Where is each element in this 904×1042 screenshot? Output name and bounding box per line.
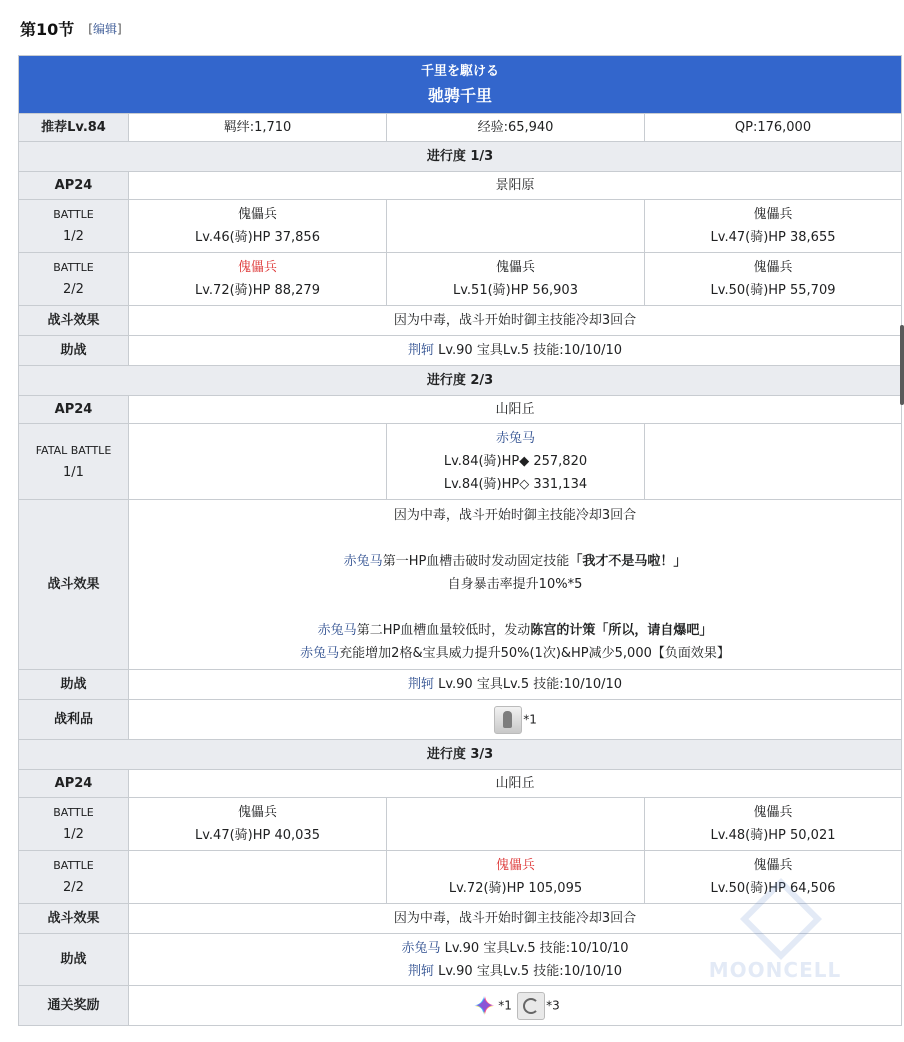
battle-effect-text: 因为中毒，战斗开始时御主技能冷却3回合 bbox=[129, 904, 902, 934]
effect-line-1: 因为中毒，战斗开始时御主技能冷却3回合 bbox=[393, 508, 637, 523]
support-details: Lv.90 宝具Lv.5 技能:10/10/10 bbox=[433, 343, 623, 358]
support-details: Lv.90 宝具Lv.5 技能:10/10/10 bbox=[433, 963, 623, 979]
enemy-stats: Lv.50(骑)HP 55,709 bbox=[710, 283, 836, 298]
skill-name: 陈宫的计策「所以，请自爆吧」 bbox=[530, 623, 713, 638]
section-title: 第10节 bbox=[20, 19, 75, 39]
phase-3-title: 进行度 3/3 bbox=[19, 740, 902, 770]
support-label: 助战 bbox=[19, 670, 129, 700]
phase-1-location: 景阳原 bbox=[129, 172, 902, 200]
enemy-cell-empty bbox=[387, 798, 645, 851]
phase-3-ap: AP24 bbox=[19, 770, 129, 798]
support-details: Lv.90 宝具Lv.5 技能:10/10/10 bbox=[440, 940, 629, 956]
support-servant-link[interactable]: 荆轲 bbox=[407, 677, 434, 692]
phase-3-battle-2-label bbox=[19, 851, 129, 904]
servant-link[interactable]: 赤兔马 bbox=[300, 646, 340, 661]
enemy-cell bbox=[645, 253, 902, 306]
boss-hp-1: Lv.84(骑)HP◆ 257,820 bbox=[443, 454, 588, 469]
boss-hp-2: Lv.84(骑)HP◇ 331,134 bbox=[443, 477, 588, 492]
enemy-name: 傀儡兵 bbox=[753, 805, 793, 820]
recommended-level: 推荐Lv.84 bbox=[19, 114, 129, 142]
reward-quantity: *1 bbox=[498, 998, 512, 1012]
boss-name-link[interactable]: 赤兔马 bbox=[495, 431, 535, 446]
enemy-name-strong: 傀儡兵 bbox=[237, 260, 277, 275]
support-servant-link[interactable]: 赤兔马 bbox=[401, 940, 441, 956]
effect-line-3: 自身暴击率提升10%*5 bbox=[447, 577, 583, 592]
loot-label: 战利品 bbox=[19, 700, 129, 740]
battle-number: 1/2 bbox=[63, 229, 84, 244]
battle-label: BATTLE bbox=[53, 806, 94, 819]
saint-quartz-icon[interactable]: ✦ bbox=[474, 991, 495, 1020]
enemy-name: 傀儡兵 bbox=[753, 207, 793, 222]
battle-label: BATTLE bbox=[53, 261, 94, 274]
enemy-cell-empty bbox=[129, 424, 387, 500]
enemy-stats: Lv.50(骑)HP 64,506 bbox=[710, 881, 836, 896]
boss-cell bbox=[387, 424, 645, 500]
exp-reward: 经验:65,940 bbox=[387, 114, 645, 142]
enemy-cell bbox=[645, 798, 902, 851]
enemy-stats: Lv.72(骑)HP 105,095 bbox=[448, 881, 583, 896]
battle-number: 1/1 bbox=[63, 464, 84, 480]
enemy-name: 傀儡兵 bbox=[495, 260, 535, 275]
quest-name-jp: 千里を駆ける bbox=[421, 63, 500, 79]
battle-effect-label: 战斗效果 bbox=[19, 500, 129, 670]
statue-icon[interactable] bbox=[494, 706, 522, 734]
enemy-stats: Lv.46(骑)HP 37,856 bbox=[195, 230, 320, 245]
scrollbar-thumb[interactable] bbox=[900, 325, 904, 405]
effect-text: 充能增加2格&宝具威力提升50%(1次)&HP减少5,000【负面效果】 bbox=[339, 646, 730, 661]
reward-quantity: *3 bbox=[546, 998, 560, 1012]
loot-quantity: *1 bbox=[523, 712, 537, 726]
enemy-cell-empty bbox=[129, 851, 387, 904]
edit-link-wrap bbox=[88, 20, 121, 37]
clear-reward-cell bbox=[129, 986, 902, 1026]
skill-name: 「我才不是马啦！」 bbox=[569, 554, 687, 569]
effect-line-4 bbox=[133, 619, 897, 642]
watermark-text: MOONCELL bbox=[708, 958, 842, 982]
servant-link[interactable]: 赤兔马 bbox=[343, 554, 383, 569]
bond-reward: 羁绊:1,710 bbox=[129, 114, 387, 142]
enemy-stats: Lv.51(骑)HP 56,903 bbox=[453, 283, 578, 298]
battle-effect-label: 战斗效果 bbox=[19, 904, 129, 934]
clear-reward-label: 通关奖励 bbox=[19, 986, 129, 1026]
enemy-cell bbox=[129, 253, 387, 306]
enemy-cell bbox=[387, 851, 645, 904]
quest-header bbox=[19, 56, 902, 114]
enemy-cell-empty bbox=[387, 200, 645, 253]
loot-cell bbox=[129, 700, 902, 740]
battle-effect-detail bbox=[129, 500, 902, 670]
effect-text: 第二HP血槽血量较低时，发动 bbox=[356, 623, 531, 638]
battle-effect-text: 因为中毒，战斗开始时御主技能冷却3回合 bbox=[129, 306, 902, 336]
battle-label: FATAL BATTLE bbox=[35, 443, 112, 457]
edit-bracket-close: ] bbox=[116, 21, 122, 36]
effect-text: 第一HP血槽击破时发动固定技能 bbox=[382, 554, 570, 569]
phase-1-ap: AP24 bbox=[19, 172, 129, 200]
battle-number: 2/2 bbox=[63, 282, 84, 297]
enemy-cell bbox=[129, 798, 387, 851]
battle-number: 2/2 bbox=[63, 880, 84, 895]
battle-label: BATTLE bbox=[53, 859, 94, 872]
support-cell bbox=[129, 670, 902, 700]
edit-bracket-open: [ bbox=[88, 21, 93, 36]
phase-1-battle-1-label bbox=[19, 200, 129, 253]
phase-3-battle-1-label bbox=[19, 798, 129, 851]
battle-label: BATTLE bbox=[53, 208, 94, 221]
enemy-stats: Lv.47(骑)HP 40,035 bbox=[195, 828, 320, 843]
enemy-name-strong: 傀儡兵 bbox=[495, 858, 535, 873]
enemy-name: 傀儡兵 bbox=[237, 805, 277, 820]
phase-1-title: 进行度 1/3 bbox=[19, 142, 902, 172]
phase-2-title: 进行度 2/3 bbox=[19, 366, 902, 396]
enemy-cell bbox=[387, 253, 645, 306]
phase-1-battle-2-label bbox=[19, 253, 129, 306]
enemy-name: 傀儡兵 bbox=[753, 858, 793, 873]
quest-table bbox=[18, 55, 902, 1026]
section-heading bbox=[20, 14, 122, 42]
support-label: 助战 bbox=[19, 934, 129, 986]
phase-3-location: 山阳丘 bbox=[129, 770, 902, 798]
enemy-cell-empty bbox=[645, 424, 902, 500]
phase-2-location: 山阳丘 bbox=[129, 396, 902, 424]
enemy-cell bbox=[645, 851, 902, 904]
battle-number: 1/2 bbox=[63, 827, 84, 842]
enemy-stats: Lv.72(骑)HP 88,279 bbox=[195, 283, 320, 298]
servant-link[interactable]: 赤兔马 bbox=[317, 623, 357, 638]
support-cell bbox=[129, 336, 902, 366]
enemy-cell bbox=[645, 200, 902, 253]
ring-icon[interactable] bbox=[517, 992, 545, 1020]
phase-2-battle-label bbox=[19, 424, 129, 500]
support-servant-link[interactable]: 荆轲 bbox=[407, 963, 434, 979]
enemy-cell bbox=[129, 200, 387, 253]
battle-effect-label: 战斗效果 bbox=[19, 306, 129, 336]
edit-link[interactable]: 编辑 bbox=[92, 21, 117, 36]
phase-2-ap: AP24 bbox=[19, 396, 129, 424]
quest-name-cn: 驰骋千里 bbox=[428, 85, 493, 105]
enemy-stats: Lv.47(骑)HP 38,655 bbox=[710, 230, 836, 245]
enemy-stats: Lv.48(骑)HP 50,021 bbox=[710, 828, 836, 843]
support-servant-link[interactable]: 荆轲 bbox=[407, 343, 434, 358]
enemy-name: 傀儡兵 bbox=[753, 260, 793, 275]
effect-line-5 bbox=[133, 642, 897, 665]
effect-line-2 bbox=[133, 550, 897, 573]
qp-reward: QP:176,000 bbox=[645, 114, 902, 142]
support-cell bbox=[129, 934, 902, 986]
support-label: 助战 bbox=[19, 336, 129, 366]
support-details: Lv.90 宝具Lv.5 技能:10/10/10 bbox=[433, 677, 623, 692]
enemy-name: 傀儡兵 bbox=[237, 207, 277, 222]
